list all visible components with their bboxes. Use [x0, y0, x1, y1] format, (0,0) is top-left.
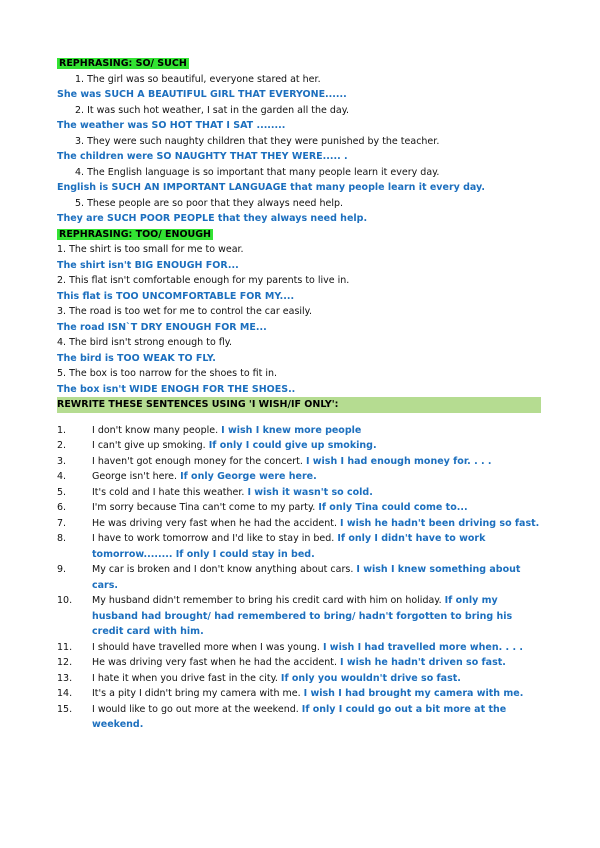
- question: I have to work tomorrow and I'd like to stay in bed.: [92, 533, 338, 544]
- answer: If only Tina could come to...: [318, 502, 468, 513]
- wish-item: [57, 423, 541, 439]
- item-text: [92, 686, 541, 702]
- answer: If only you wouldn't drive so fast.: [280, 672, 461, 684]
- wish-item: [57, 640, 541, 656]
- answer: They are SUCH POOR PEOPLE that they always need help.: [57, 213, 368, 224]
- answer: If only I didn't have to work tomorrow........ If only I could stay in bed.: [92, 533, 486, 560]
- answer: I wish I knew more people: [221, 424, 362, 436]
- item-text: [92, 469, 541, 485]
- question: I don't know many people.: [92, 424, 222, 436]
- item-number: 7.: [57, 517, 67, 529]
- section-heading: REWRITE THESE SENTENCES USING 'I WISH/IF ONLY':: [57, 397, 541, 413]
- wish-item: [57, 516, 541, 532]
- item-text: [92, 516, 541, 532]
- question: My car is broken and I don't know anything about cars.: [92, 564, 357, 575]
- answer: If only I could go out a bit more at the weekend.: [92, 703, 507, 730]
- answer: I wish I had travelled more when. . . .: [322, 641, 523, 653]
- answer: I wish I had brought my camera with me.: [303, 688, 524, 699]
- item-text: [92, 454, 541, 470]
- wish-item: [57, 531, 541, 562]
- wish-item: [57, 655, 541, 671]
- question: 5. These people are so poor that they always need help.: [75, 197, 344, 209]
- question: I haven't got enough money for the concert.: [92, 455, 306, 467]
- answer: The weather was SO HOT THAT I SAT ........: [57, 120, 286, 131]
- item-text: [92, 593, 541, 640]
- answer: I wish he hadn't been driving so fast.: [339, 517, 540, 529]
- question: It's a pity I didn't bring my camera with me.: [92, 688, 304, 699]
- question: My husband didn't remember to bring his credit card with him on holiday.: [92, 595, 445, 606]
- item-number: 6.: [57, 502, 67, 513]
- spacer: [57, 413, 541, 423]
- section-title: REPHRASING: SO/ SUCH: [59, 58, 187, 69]
- item-text: [92, 671, 541, 687]
- question: 2. It was such hot weather, I sat in the garden all the day.: [75, 104, 349, 116]
- wish-item: [57, 702, 541, 733]
- answer: If only my husband had brought/ had remembered to bring/ hadn't forgotten to bring his credit card with him.: [92, 595, 513, 637]
- question: I would like to go out more at the weekend.: [92, 703, 302, 715]
- question: George isn't here.: [92, 471, 181, 482]
- question: I hate it when you drive fast in the city.: [92, 672, 281, 684]
- wish-item: [57, 438, 541, 454]
- answer: She was SUCH A BEAUTIFUL GIRL THAT EVERYONE......: [57, 89, 347, 100]
- question: 1. The girl was so beautiful, everyone stared at her.: [75, 73, 321, 85]
- wish-item: [57, 454, 541, 470]
- item-number: 5.: [57, 486, 67, 498]
- answer: The bird is TOO WEAK TO FLY.: [57, 352, 216, 364]
- item-number: 14.: [57, 688, 73, 699]
- item-text: [92, 438, 541, 454]
- answer: The road ISN`T DRY ENOUGH FOR ME...: [57, 321, 267, 333]
- item-number: 3.: [57, 455, 67, 467]
- answer: This flat is TOO UNCOMFORTABLE FOR MY....: [57, 290, 295, 302]
- item-text: [92, 655, 541, 671]
- item-text: [92, 423, 541, 439]
- item-number: 2.: [57, 440, 67, 451]
- worksheet: [57, 56, 541, 733]
- wish-item: [57, 686, 541, 702]
- question: I'm sorry because Tina can't come to my party.: [92, 502, 319, 513]
- item-number: 12.: [57, 657, 73, 668]
- question: He was driving very fast when he had the accident.: [92, 657, 340, 668]
- question: I can't give up smoking.: [92, 440, 209, 451]
- section-heading: [57, 56, 541, 72]
- answer: English is SUCH AN IMPORTANT LANGUAGE that many people learn it every day.: [57, 182, 485, 193]
- item-number: 11.: [57, 641, 73, 653]
- question: I should have travelled more when I was young.: [92, 641, 323, 653]
- answer: The box isn't WIDE ENOGH FOR THE SHOES..: [57, 383, 296, 395]
- wish-item: [57, 485, 541, 501]
- wish-item: [57, 593, 541, 640]
- question: It's cold and I hate this weather.: [92, 486, 248, 498]
- section-title: REPHRASING: TOO/ ENOUGH: [59, 228, 212, 240]
- item-text: [92, 531, 541, 562]
- question: 4. The English language is so important that many people learn it every day.: [75, 166, 440, 178]
- question: 3. They were such naughty children that they were punished by the teacher.: [75, 135, 440, 147]
- answer: I wish he hadn't driven so fast.: [339, 657, 506, 668]
- wish-list: [57, 423, 541, 733]
- question: 3. The road is too wet for me to control the car easily.: [57, 306, 312, 317]
- answer: If only I could give up smoking.: [208, 440, 377, 451]
- answer: The shirt isn't BIG ENOUGH FOR...: [57, 259, 239, 271]
- item-number: 9.: [57, 564, 67, 575]
- question: 4. The bird isn't strong enough to fly.: [57, 337, 233, 348]
- question: 5. The box is too narrow for the shoes to fit in.: [57, 368, 278, 379]
- item-number: 15.: [57, 703, 73, 715]
- item-number: 10.: [57, 595, 73, 606]
- answer: I wish it wasn't so cold.: [247, 486, 373, 498]
- answer: The children were SO NAUGHTY THAT THEY WERE..... .: [57, 151, 348, 162]
- item-number: 1.: [57, 424, 67, 436]
- item-number: 13.: [57, 672, 73, 684]
- question: 2. This flat isn't comfortable enough for my parents to live in.: [57, 275, 350, 286]
- answer: I wish I had enough money for. . . .: [305, 455, 492, 467]
- answer: If only George were here.: [180, 471, 317, 482]
- item-text: [92, 500, 541, 516]
- item-text: [92, 562, 541, 593]
- item-number: 4.: [57, 471, 67, 482]
- item-text: [92, 485, 541, 501]
- item-number: 8.: [57, 533, 67, 544]
- item-text: [92, 702, 541, 733]
- wish-item: [57, 562, 541, 593]
- wish-item: [57, 500, 541, 516]
- item-text: [92, 640, 541, 656]
- answer: I wish I knew something about cars.: [92, 564, 521, 591]
- wish-item: [57, 671, 541, 687]
- wish-item: [57, 469, 541, 485]
- section-heading: [57, 227, 541, 243]
- question: 1. The shirt is too small for me to wear.: [57, 244, 244, 255]
- question: He was driving very fast when he had the accident.: [92, 517, 340, 529]
